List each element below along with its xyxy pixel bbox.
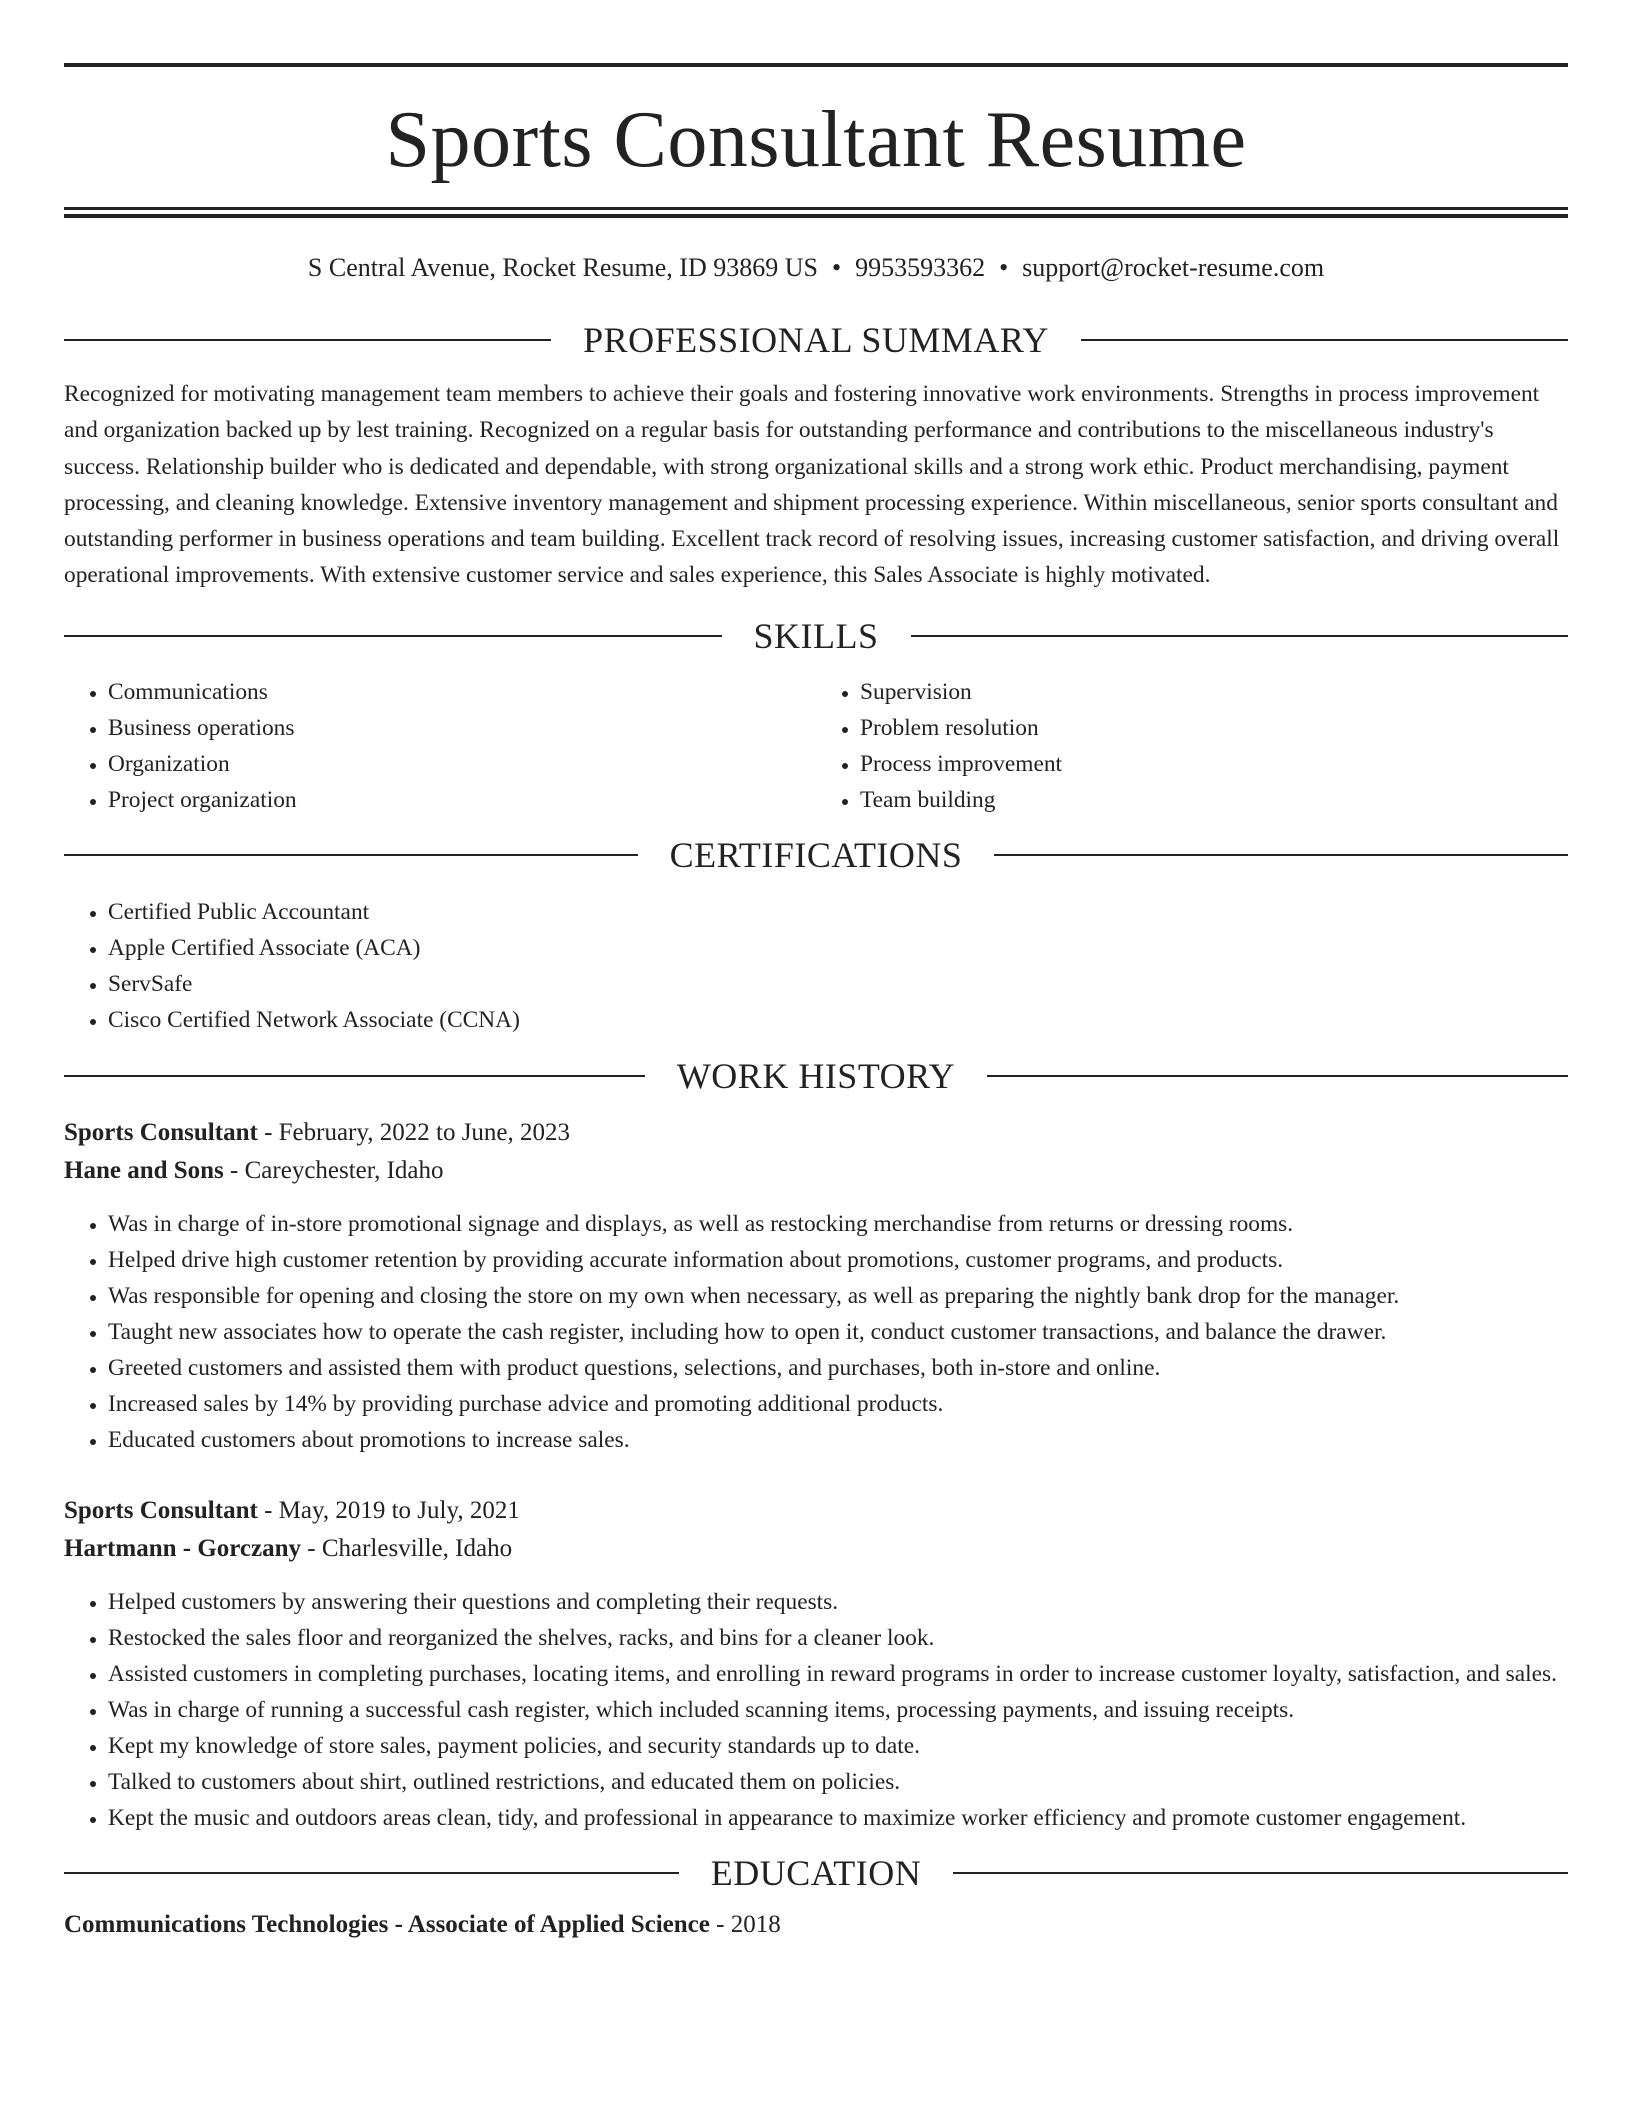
skill-item: • Communications [108,674,816,710]
title-double-rule [64,207,1568,218]
certification-item: • ServSafe [108,966,1568,1002]
skills-grid [64,674,1568,818]
contact-phone: 9953593362 [855,253,986,282]
job-bullets [64,1206,1568,1458]
job-title: Sports Consultant [64,1496,258,1524]
job-entry [64,1114,1568,1458]
skill-item: • Organization [108,746,816,782]
section-title-skills: SKILLS [753,615,879,656]
job-bullet: • Kept the music and outdoors areas clean, tidy, and professional in appearance to maximize worker efficiency and promote customer engagement. [108,1800,1568,1836]
heading-rule-right [987,1075,1568,1077]
job-bullet: • Assisted customers in completing purchases, locating items, and enrolling in reward programs in order to increase customer loyalty, satisfaction, and sales. [108,1656,1568,1692]
section-heading-education [64,1853,1568,1893]
job-bullet: • Was in charge of in-store promotional signage and displays, as well as restocking merchandise from returns or dressing rooms. [108,1206,1568,1242]
resume-title: Sports Consultant Resume [385,96,1247,184]
heading-rule-left [64,1075,645,1077]
section-heading-work-history [64,1056,1568,1096]
job-entry [64,1492,1568,1836]
job-title-line [64,1114,1568,1152]
job-bullet: • Was in charge of running a successful cash register, which included scanning items, processing payments, and issuing receipts. [108,1692,1568,1728]
job-bullet: • Helped customers by answering their questions and completing their requests. [108,1584,1568,1620]
heading-rule-right [994,854,1568,856]
skill-item: • Supervision [860,674,1568,710]
resume-page [64,0,1568,1944]
job-location: - Careychester, Idaho [230,1156,444,1184]
heading-rule-left [64,339,551,341]
section-title-education: EDUCATION [710,1852,922,1893]
section-heading-certifications [64,835,1568,875]
education-degree: Communications Technologies - Associate of Applied Science [64,1910,710,1938]
contact-separator: • [831,253,842,282]
contact-address: S Central Avenue, Rocket Resume, ID 93869 US [307,253,818,282]
job-bullet: • Was responsible for opening and closing the store on my own when necessary, as well as preparing the nightly bank drop for the manager. [108,1278,1568,1314]
contact-email: support@rocket-resume.com [1022,253,1325,282]
section-heading-summary [64,320,1568,360]
skill-item: • Problem resolution [860,710,1568,746]
skills-list-left [64,674,816,818]
section-heading-skills [64,616,1568,656]
job-bullet: • Kept my knowledge of store sales, payment policies, and security standards up to date. [108,1728,1568,1764]
education-entry [64,1906,1568,1944]
job-bullet: • Greeted customers and assisted them with product questions, selections, and purchases, both in-store and online. [108,1350,1568,1386]
education-year: - 2018 [716,1910,781,1938]
certification-item: • Certified Public Accountant [108,894,1568,930]
heading-rule-right [911,635,1569,637]
top-rule [64,63,1568,67]
certification-item: • Apple Certified Associate (ACA) [108,930,1568,966]
heading-rule-left [64,1872,679,1874]
contact-separator: • [999,253,1009,282]
job-dates: - May, 2019 to July, 2021 [264,1496,520,1524]
job-title: Sports Consultant [64,1118,258,1146]
job-company-line [64,1530,1568,1568]
job-bullet: • Taught new associates how to operate the cash register, including how to open it, conduct customer transactions, and balance the drawer. [108,1314,1568,1350]
job-dates: - February, 2022 to June, 2023 [264,1118,571,1146]
job-bullet: • Restocked the sales floor and reorganized the shelves, racks, and bins for a cleaner look. [108,1620,1568,1656]
job-bullets [64,1584,1568,1836]
certification-item: • Cisco Certified Network Associate (CCNA) [108,1002,1568,1038]
summary-text: Recognized for motivating management team members to achieve their goals and fostering innovative work environments. Strengths in process improvement and organization backed up by lest training. Recognized on a regular basis for outstanding performance and contributions to the miscellaneous industry's success. Relationship builder who is dedicated and dependable, with strong organizational skills and a strong work ethic. Product merchandising, payment processing, and cleaning knowledge. Extensive inventory management and shipment processing experience. Within miscellaneous, senior sports consultant and outstanding performer in business operations and team building. Excellent track record of resolving issues, increasing customer satisfaction, and driving overall operational improvements. With extensive customer service and sales experience, this Sales Associate is highly motivated. [64,381,1560,589]
job-title-line [64,1492,1568,1530]
heading-rule-right [953,1872,1568,1874]
job-location: - Charlesville, Idaho [307,1534,513,1562]
section-title-certifications: CERTIFICATIONS [669,834,963,875]
job-bullet: • Increased sales by 14% by providing purchase advice and promoting additional products. [108,1386,1568,1422]
heading-rule-right [1081,339,1568,341]
heading-rule-left [64,635,722,637]
section-title-work-history: WORK HISTORY [676,1055,956,1096]
section-title-summary: PROFESSIONAL SUMMARY [583,320,1049,360]
heading-rule-left [64,854,638,856]
contact-line [64,251,1568,285]
skills-list-right [816,674,1568,818]
certifications-list [64,894,1568,1038]
skill-item: • Business operations [108,710,816,746]
job-company-line [64,1152,1568,1190]
skill-item: • Team building [860,782,1568,818]
job-company: Hane and Sons [64,1156,224,1184]
job-company: Hartmann - Gorczany [64,1534,302,1562]
skill-item: • Process improvement [860,746,1568,782]
job-bullet: • Educated customers about promotions to increase sales. [108,1422,1568,1458]
job-bullet: • Talked to customers about shirt, outlined restrictions, and educated them on policies. [108,1764,1568,1800]
skill-item: • Project organization [108,782,816,818]
job-bullet: • Helped drive high customer retention by providing accurate information about promotions, customer programs, and products. [108,1242,1568,1278]
